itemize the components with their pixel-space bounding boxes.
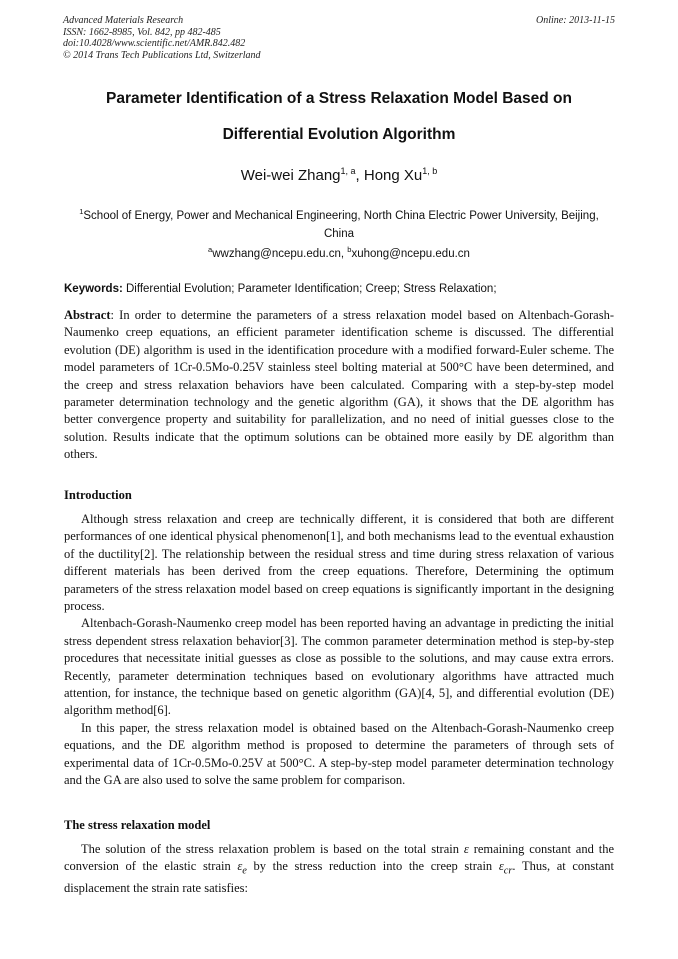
keywords-text: Differential Evolution; Parameter Identification; Creep; Stress Relaxation; <box>122 283 497 295</box>
email-link[interactable]: wwzhang@ncepu.edu.cn <box>212 247 341 260</box>
author-list <box>40 166 638 184</box>
subscript-e: e <box>242 865 247 877</box>
paragraph: Altenbach-Gorash-Naumenko creep model has been reported having an advantage in predicting the initial stress dependent stress relaxation behavior[3]. The common parameter determination method is step-by-step procedures that necessitate initial guesses as close as possible to the solutions, and may cause extra errors. Recently, parameter determination techniques based on evolutionary algorithms have attracted much attention, for instance, the technique based on genetic algorithm (GA)[4, 5], and differential evolution (DE) algorithm method[6]. <box>64 616 614 718</box>
paper-title-line-1: Parameter Identification of a Stress Relaxation Model Based on <box>106 90 572 107</box>
author-name: Hong Xu <box>363 167 423 184</box>
author-name: Wei-wei Zhang <box>240 167 341 184</box>
text-run: by the stress reduction into the creep strain <box>246 859 499 874</box>
affiliation-text: School of Energy, Power and Mechanical Engineering, North China Electric Power University, Beijing, China <box>83 209 599 240</box>
affiliation <box>64 203 614 243</box>
email-superscript: b <box>347 245 352 254</box>
email-separator: , <box>340 247 348 260</box>
model-body <box>64 841 614 898</box>
section-heading-stress-relaxation-model: The stress relaxation model <box>64 818 211 832</box>
section-heading-introduction: Introduction <box>64 488 132 502</box>
email-list <box>40 245 638 260</box>
email-link[interactable]: xuhong@ncepu.edu.cn <box>351 247 470 260</box>
issn-line: ISSN: 1662-8985, Vol. 842, pp 482-485 <box>63 26 221 38</box>
text-run: The solution of the stress relaxation problem is based on the total strain <box>81 842 464 856</box>
affiliation-superscript: 1 <box>79 207 84 216</box>
author-superscript: 1, a <box>340 166 356 176</box>
keywords <box>64 283 614 295</box>
abstract-label: Abstract <box>64 308 111 322</box>
keywords-label: Keywords: <box>64 283 123 295</box>
symbol-epsilon: ε <box>463 842 469 856</box>
journal-name: Advanced Materials Research <box>63 15 184 26</box>
author-separator: , <box>355 167 364 184</box>
paragraph: In this paper, the stress relaxation model is obtained based on the Altenbach-Gorash-Naumenko creep equations, and the DE algorithm method is proposed to determine the parameters of through sets of experimental data of 1Cr-0.5Mo-0.25V at 500°C. A step-by-step model parameter determination technology and the GA are also used to solve the same problem for comparison. <box>64 720 614 788</box>
abstract <box>64 307 614 464</box>
paragraph: Although stress relaxation and creep are technically different, it is considered that both are different performances of one identical physical phenomenon[1], and both mechanisms lead to the eventual exhaustion of the ductility[2]. The relationship between the residual stress and time during stress relaxation of various different materials has been derived from the creep equations. Therefore, Determining the optimum parameters of the stress relaxation model based on creep equations is significantly important in the designing process. <box>64 512 614 614</box>
symbol-epsilon-cr: ε <box>498 859 504 874</box>
introduction-body <box>64 511 614 790</box>
text-run: remaining constant and the conversion of the elastic strain <box>64 842 615 874</box>
subscript-cr: cr <box>503 865 513 877</box>
journal-header <box>63 15 261 61</box>
copyright-line: © 2014 Trans Tech Publications Ltd, Switzerland <box>63 49 261 61</box>
doi-line: doi:10.4028/www.scientific.net/AMR.842.482 <box>63 38 246 49</box>
paper-title-line-2: Differential Evolution Algorithm <box>222 126 456 143</box>
text-run: . Thus, at constant displacement the strain rate satisfies: <box>64 859 614 896</box>
paragraph <box>64 841 614 898</box>
abstract-text: : In order to determine the parameters of a stress relaxation model based on Altenbach-Gorash-Naumenko creep equations, an efficient parameter identification scheme is discussed. The differential evolution (DE) algorithm is used in the identification procedure with a modified forward-Euler scheme. The model parameters of 1Cr-0.5Mo-0.25V stainless steel bolting material at 500°C have been determined, and the creep and stress relaxation behaviors have been calculated. Comparing with a step-by-step model parameter determination technology and the genetic algorithm (GA), it shows that the DE algorithm has better convergence property and suitability for parallelization, and no need of initial guesses close to the solution. Results indicate that the optimum solutions can be obtained more easily by DE algorithm than others. <box>64 308 614 462</box>
email-superscript: a <box>208 245 213 254</box>
author-superscript: 1, b <box>422 166 438 176</box>
online-date: Online: 2013-11-15 <box>536 15 615 26</box>
symbol-epsilon-e: ε <box>237 859 243 874</box>
